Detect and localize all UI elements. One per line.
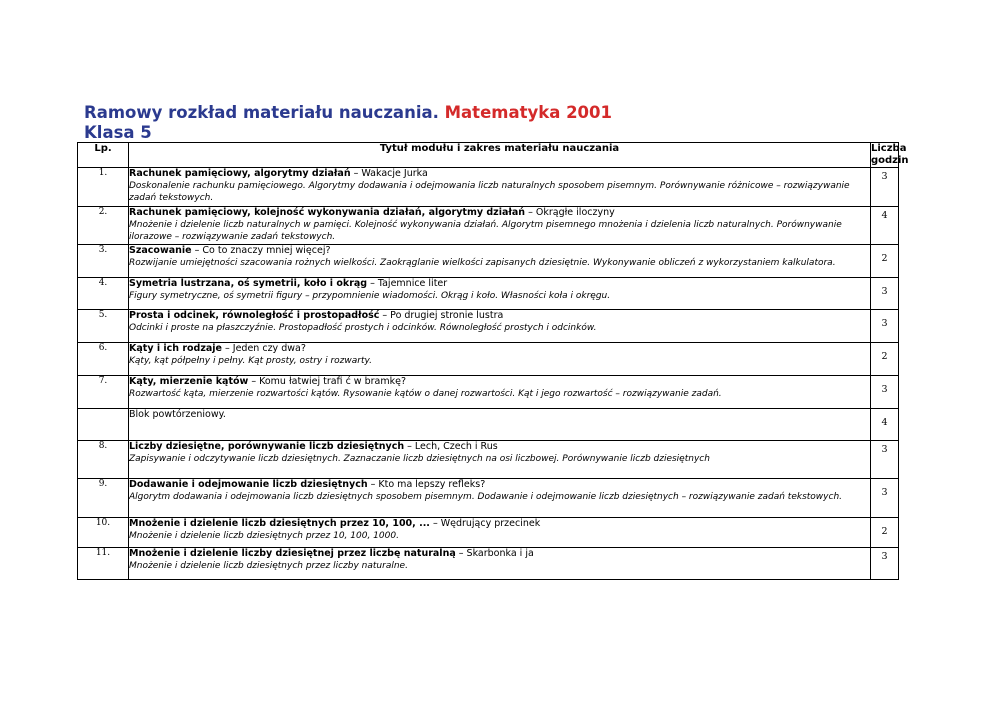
table-row (78, 168, 899, 207)
module-subtitle: – Tajemnice liter (367, 278, 448, 289)
module-title: Kąty, mierzenie kątów (129, 376, 249, 387)
hours-count: 3 (871, 441, 899, 479)
module-heading-line (129, 278, 870, 290)
module-description: Mnożenie i dzielenie liczb dziesiętnych przez liczby naturalne. (129, 561, 408, 571)
row-number: 4. (78, 278, 129, 310)
title-line-1 (84, 103, 612, 123)
module-heading-line (129, 343, 870, 355)
module-title: Szacowanie (129, 245, 192, 256)
module-cell (129, 310, 871, 343)
module-title: Dodawanie i odejmowanie liczb dziesiętnych (129, 479, 368, 490)
title-part-2: Matematyka 2001 (444, 103, 613, 122)
document-title (84, 103, 612, 143)
module-description: Zapisywanie i odczytywanie liczb dziesiętnych. Zaznaczanie liczb dziesiętnych na osi liczbowej. Porównywanie liczb dziesiętnych (129, 454, 710, 464)
row-number: 8. (78, 441, 129, 479)
module-title: Prosta i odcinek, równoległość i prostopadłość (129, 310, 380, 321)
module-title: Mnożenie i dzielenie liczb dziesiętnych przez 10, 100, ... (129, 518, 430, 529)
module-heading-line (129, 245, 870, 257)
table-row (78, 343, 899, 376)
table-row (78, 376, 899, 409)
module-subtitle: – Wakacje Jurka (350, 168, 428, 179)
module-heading-line (129, 207, 870, 219)
row-number: 10. (78, 518, 129, 548)
module-title: Mnożenie i dzielenie liczby dziesiętnej przez liczbę naturalną (129, 548, 456, 559)
table-row (78, 278, 899, 310)
module-subtitle: – Co to znaczy mniej więcej? (191, 245, 331, 256)
module-heading-line (129, 409, 870, 421)
module-heading-line (129, 376, 870, 388)
row-number: 5. (78, 310, 129, 343)
hours-count: 2 (871, 343, 899, 376)
table-row (78, 207, 899, 245)
hours-count: 4 (871, 207, 899, 245)
module-heading-line (129, 548, 870, 560)
curriculum-table (77, 142, 909, 580)
module-cell (129, 479, 871, 518)
title-part-1: Ramowy rozkład materiału nauczania. (84, 103, 439, 122)
table-row (78, 245, 899, 278)
module-cell (129, 376, 871, 409)
module-cell (129, 518, 871, 548)
module-subtitle: – Wędrujący przecinek (429, 518, 541, 529)
module-cell (129, 168, 871, 207)
module-description: Kąty, kąt półpełny i pełny. Kąt prosty, ostry i rozwarty. (129, 356, 372, 366)
table-row (78, 441, 899, 479)
module-heading-line (129, 441, 870, 453)
module-subtitle: – Skarbonka i ja (455, 548, 534, 559)
module-cell (129, 343, 871, 376)
module-description: Rozwartość kąta, mierzenie rozwartości kątów. Rysowanie kątów o danej rozwartości. Kąt i jego rozwartość – rozwiązywanie zadań. (129, 389, 722, 399)
module-title: Liczby dziesiętne, porównywanie liczb dziesiętnych (129, 441, 405, 452)
module-description: Mnożenie i dzielenie liczb naturalnych w pamięci. Kolejność wykonywania działań. Algorytm pisemnego mnożenia i dzielenia liczb naturalnych. Porównywanie ilorazowe – rozwiązywanie zadań tekstowych. (129, 220, 842, 242)
module-cell (129, 441, 871, 479)
header-lp: Lp. (78, 143, 129, 168)
row-number: 9. (78, 479, 129, 518)
header-hours-line2: godzin (871, 155, 909, 166)
module-title: Symetria lustrzana, oś symetrii, koło i okrąg (129, 278, 368, 289)
module-heading-line (129, 479, 870, 491)
module-heading-line (129, 168, 870, 180)
module-cell (129, 409, 871, 441)
table-row (78, 409, 899, 441)
module-subtitle: – Kto ma lepszy refleks? (367, 479, 486, 490)
row-number: 3. (78, 245, 129, 278)
table-row (78, 310, 899, 343)
module-cell (129, 278, 871, 310)
module-title: Rachunek pamięciowy, algorytmy działań (129, 168, 351, 179)
module-description: Mnożenie i dzielenie liczb dziesiętnych przez 10, 100, 1000. (129, 531, 399, 541)
hours-count: 3 (871, 479, 899, 518)
header-hours (871, 143, 909, 168)
row-number: 11. (78, 548, 129, 580)
hours-count: 3 (871, 278, 899, 310)
module-subtitle: – Po drugiej stronie lustra (379, 310, 504, 321)
row-number (78, 409, 129, 441)
table-row (78, 548, 899, 580)
module-description: Odcinki i proste na płaszczyźnie. Prostopadłość prostych i odcinków. Równoległość prostych i odcinków. (129, 323, 597, 333)
module-heading-line (129, 518, 870, 530)
module-description: Algorytm dodawania i odejmowania liczb dziesiętnych sposobem pisemnym. Dodawanie i odejmowanie liczb dziesiętnych – rozwiązywanie zadań tekstowych. (129, 492, 843, 502)
module-title: Rachunek pamięciowy, kolejność wykonywania działań, algorytmy działań (129, 207, 526, 218)
module-description: Doskonalenie rachunku pamięciowego. Algorytmy dodawania i odejmowania liczb naturalnych sposobem pisemnym. Porównywanie różnicowe – rozwiązywanie zadań tekstowych. (129, 181, 850, 203)
hours-count: 3 (871, 310, 899, 343)
module-subtitle: – Lech, Czech i Rus (404, 441, 498, 452)
hours-count: 3 (871, 376, 899, 409)
table-header-row (78, 143, 899, 168)
table-row (78, 518, 899, 548)
module-cell (129, 245, 871, 278)
row-number: 7. (78, 376, 129, 409)
header-hours-line1: Liczba (871, 143, 907, 154)
header-title: Tytuł modułu i zakres materiału nauczania (129, 143, 871, 168)
module-title: Kąty i ich rodzaje (129, 343, 222, 354)
hours-count: 2 (871, 518, 899, 548)
module-description: Figury symetryczne, oś symetrii figury – przypomnienie wiadomości. Okrąg i koło. Własności koła i okręgu. (129, 291, 611, 301)
hours-count: 3 (871, 548, 899, 580)
module-plain-text: Blok powtórzeniowy. (129, 409, 226, 420)
hours-count: 3 (871, 168, 899, 207)
hours-count: 4 (871, 409, 899, 441)
hours-count: 2 (871, 245, 899, 278)
title-line-2: Klasa 5 (84, 123, 152, 142)
module-subtitle: – Jeden czy dwa? (222, 343, 306, 354)
module-description: Rozwijanie umiejętności szacowania rożnych wielkości. Zaokrąglanie wielkości zapisanych dziesiętnie. Wykonywanie obliczeń z wykorzystaniem kalkulatora. (129, 258, 836, 268)
module-subtitle: – Komu łatwiej trafi ć w bramkę? (248, 376, 406, 387)
module-heading-line (129, 310, 870, 322)
row-number: 1. (78, 168, 129, 207)
module-cell (129, 548, 871, 580)
row-number: 6. (78, 343, 129, 376)
module-cell (129, 207, 871, 245)
module-subtitle: – Okrągłe iloczyny (525, 207, 615, 218)
table-row (78, 479, 899, 518)
row-number: 2. (78, 207, 129, 245)
